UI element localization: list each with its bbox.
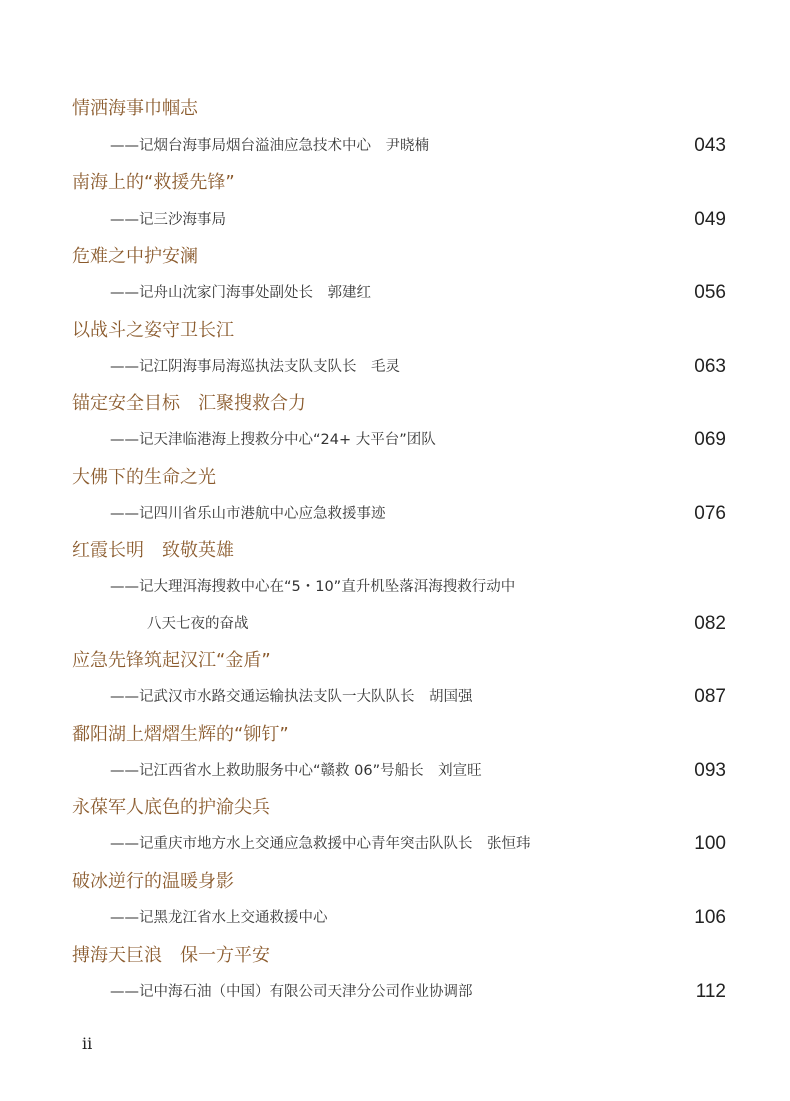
entry-subtitle: ——记大理洱海搜救中心在“5・10”直升机坠落洱海搜救行动中	[110, 579, 516, 595]
entry-subtitle: ——记中海石油（中国）有限公司天津分公司作业协调部	[110, 984, 473, 1000]
entry-title: 搏海天巨浪 保一方平安	[72, 945, 270, 966]
entry-subtitle: ——记四川省乐山市港航中心应急救援事迹	[110, 506, 386, 522]
entry-title: 情洒海事巾帼志	[72, 98, 198, 119]
entry-subtitle: ——记烟台海事局烟台溢油应急技术中心 尹晓楠	[110, 138, 429, 154]
entry-title: 破冰逆行的温暖身影	[72, 871, 234, 892]
entry-subtitle: ——记重庆市地方水上交通应急救援中心青年突击队队长 张恒玮	[110, 836, 531, 852]
entry-title: 以战斗之姿守卫长江	[72, 320, 234, 341]
entry-title: 锚定安全目标 汇聚搜救合力	[72, 393, 306, 414]
entry-title: 南海上的“救援先锋”	[72, 172, 235, 193]
page-number: 076	[694, 503, 726, 524]
page-number: 043	[694, 135, 726, 156]
page-folio: ii	[82, 1034, 93, 1053]
entry-title: 大佛下的生命之光	[72, 467, 216, 488]
page-number: 112	[695, 981, 726, 1002]
page-number: 049	[694, 209, 726, 230]
entry-subtitle: ——记天津临港海上搜救分中心“24+ 大平台”团队	[110, 432, 436, 448]
page-number: 100	[694, 833, 726, 854]
entry-subtitle: ——记舟山沈家门海事处副处长 郭建红	[110, 285, 371, 301]
page-number: 063	[694, 356, 726, 377]
page-number: 087	[694, 686, 726, 707]
page-number: 069	[694, 429, 726, 450]
page-number: 106	[694, 907, 726, 928]
page-number: 093	[694, 760, 726, 781]
entry-subtitle: ——记江阴海事局海巡执法支队支队长 毛灵	[110, 359, 400, 375]
entry-title: 应急先锋筑起汉江“金盾”	[72, 650, 271, 671]
page-number: 082	[694, 613, 726, 634]
entry-subtitle: ——记黑龙江省水上交通救援中心	[110, 910, 328, 926]
entry-subtitle: ——记三沙海事局	[110, 212, 226, 228]
entry-title: 危难之中护安澜	[72, 246, 198, 267]
page-number: 056	[694, 282, 726, 303]
entry-title: 永葆军人底色的护渝尖兵	[72, 797, 270, 818]
entry-title: 鄱阳湖上熠熠生辉的“铆钉”	[72, 724, 289, 745]
entry-subtitle-continuation: 八天七夜的奋战	[147, 616, 249, 632]
entry-subtitle: ——记武汉市水路交通运输执法支队一大队队长 胡国强	[110, 689, 473, 705]
entry-subtitle: ——记江西省水上救助服务中心“赣救 06”号船长 刘宣旺	[110, 763, 482, 779]
entry-title: 红霞长明 致敬英雄	[72, 540, 234, 561]
